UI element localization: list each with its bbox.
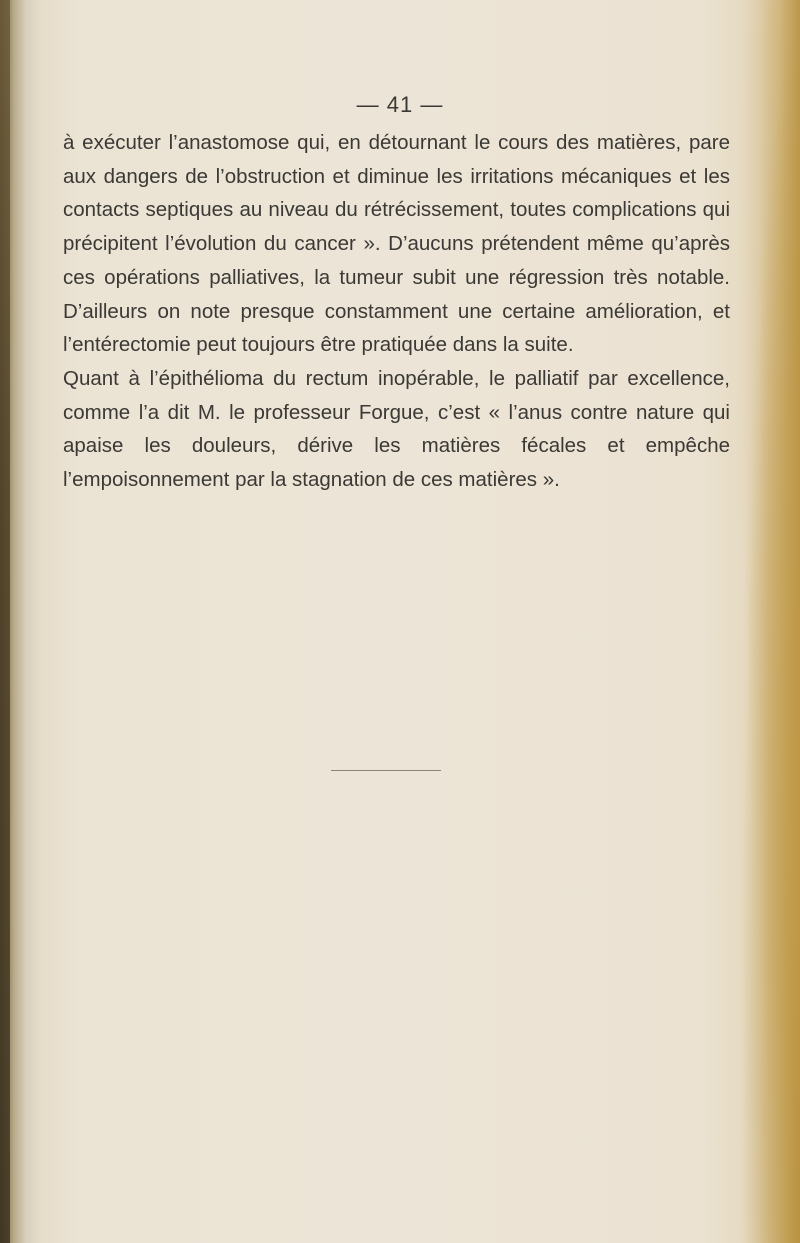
page-number: — 41 — — [356, 92, 444, 117]
paragraph-2: Quant à l’épithélioma du rectum inopérable, le palliatif par excellence, comme l’a dit M. le professeur Forgue, c’est « l’anus contre nature qui apaise les douleurs, dérive les matières fécales et empêche l’empoisonnement par la stagnation de ces matières ». — [63, 366, 730, 492]
paragraph-1: à exécuter l’anastomose qui, en détournant le cours des matières, pare aux dangers de l’obstruction et diminue les irritations mécaniques et les contacts septiques au niveau du rétrécissement, toutes complications qui précipitent l’évolution du cancer ». D’aucuns prétendent même qu’après ces opérations palliatives, la tumeur subit une régression très notable. D’ailleurs on note presque constamment une certaine amélioration, et l’entérectomie peut toujours être pratiquée dans la suite. — [63, 131, 730, 357]
body-text — [63, 126, 730, 497]
binding-edge — [0, 0, 10, 1243]
paper-stain — [740, 0, 800, 1243]
end-rule — [331, 770, 441, 771]
